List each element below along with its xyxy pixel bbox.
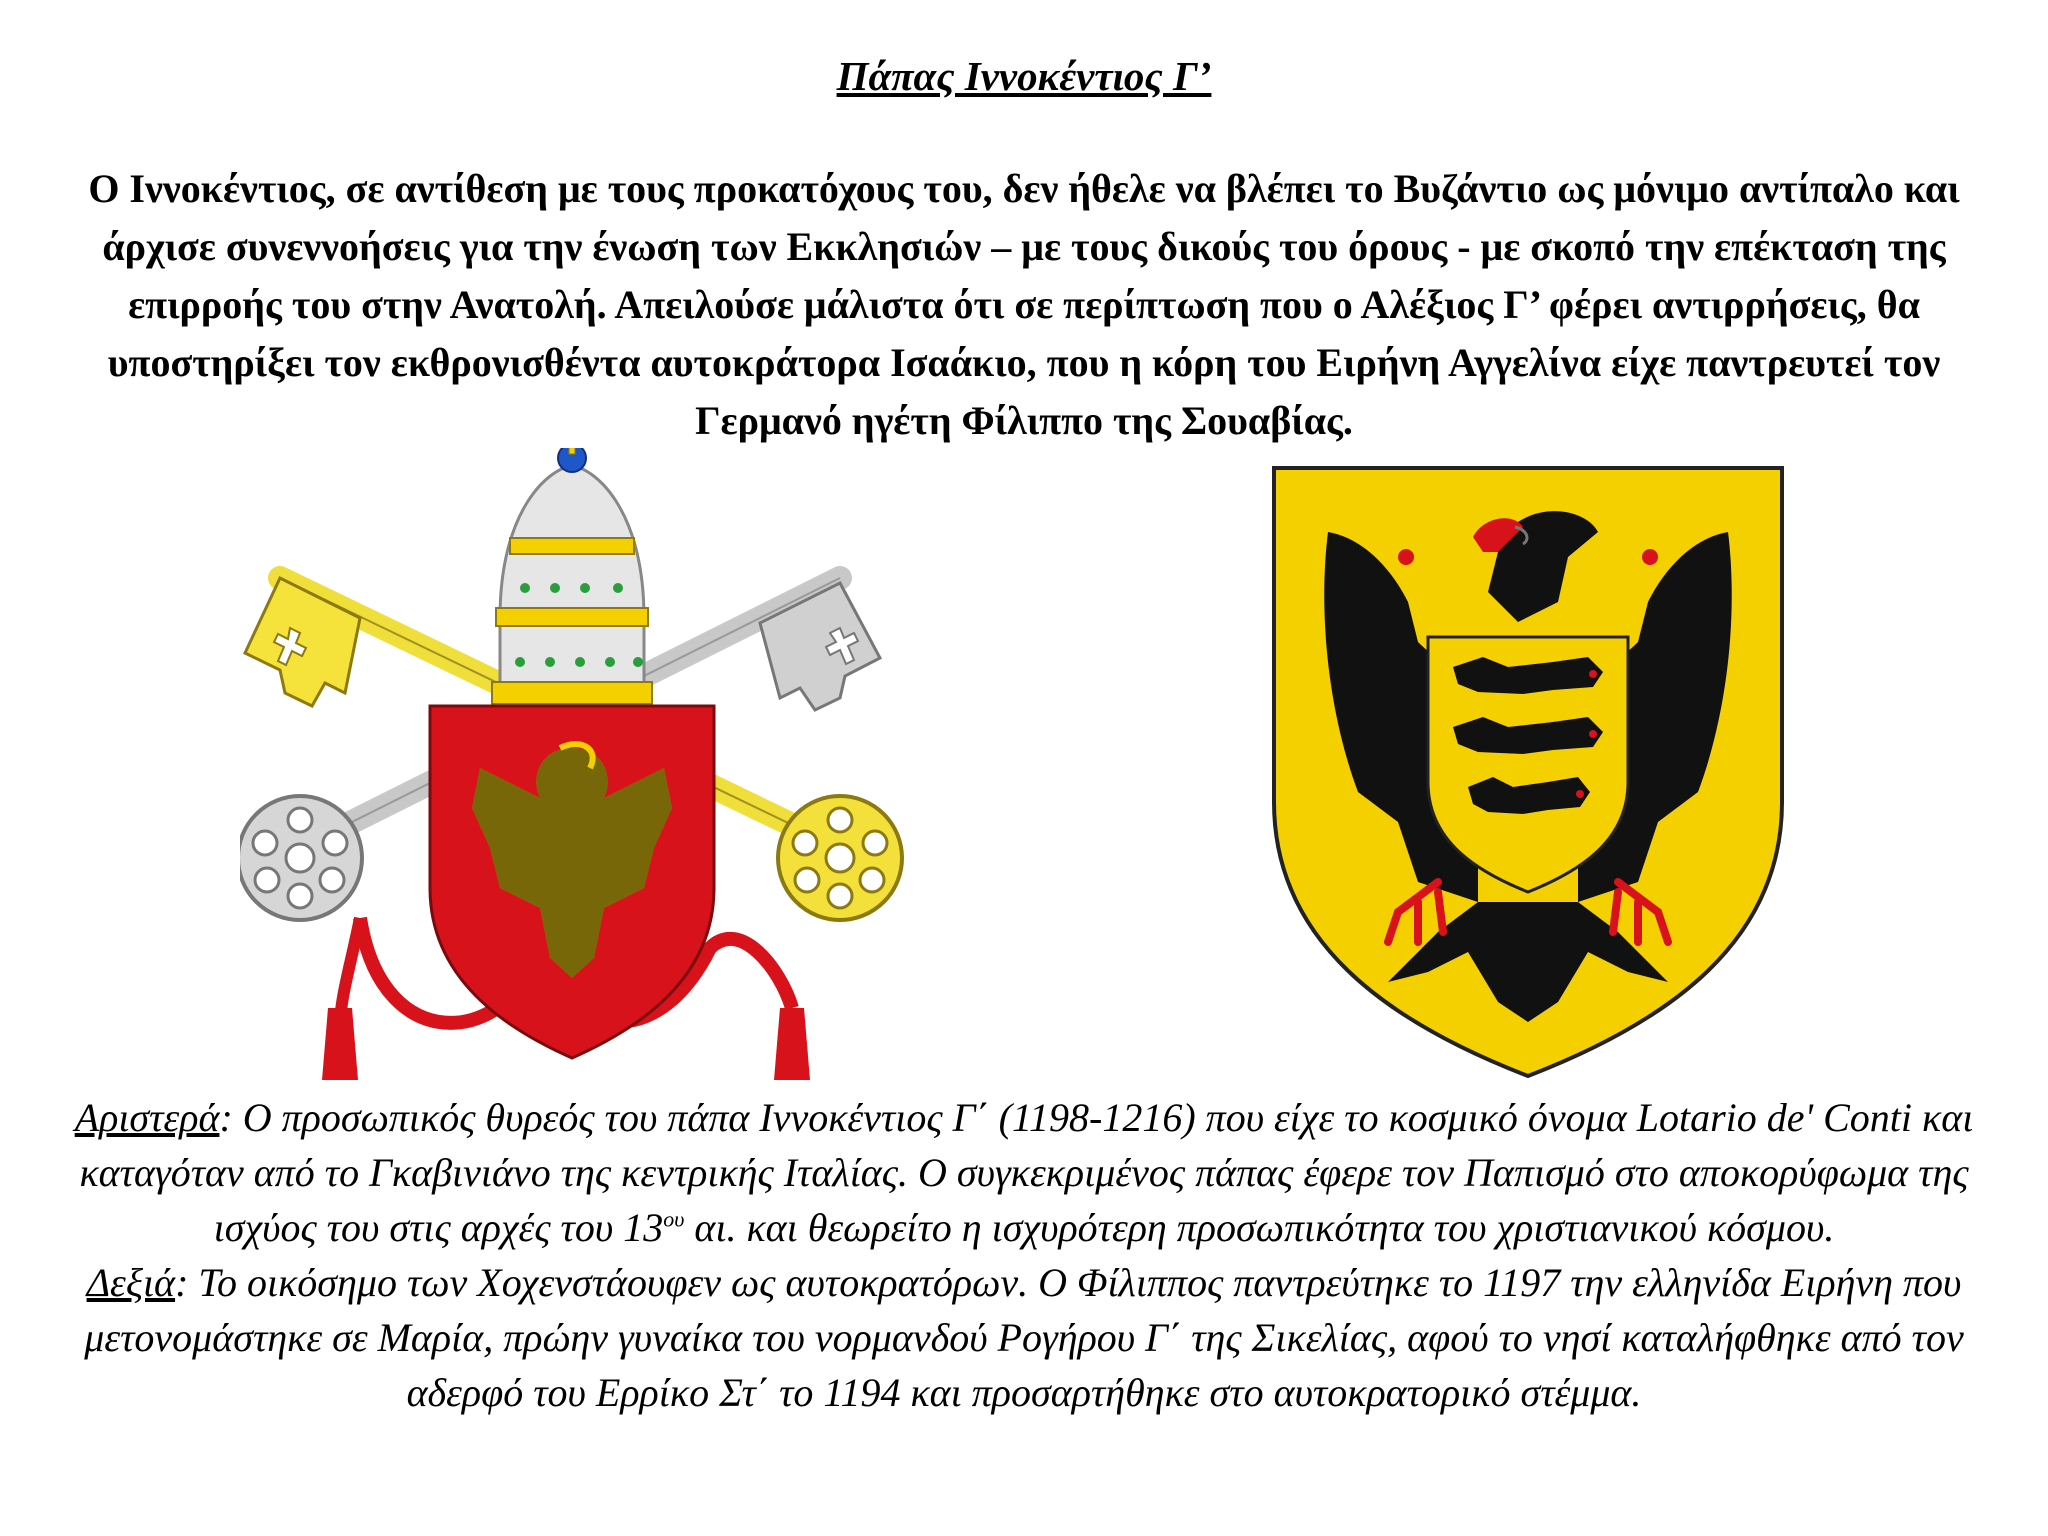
caption-right-label: Δεξιά [86,1260,176,1305]
hohenstaufen-coat-of-arms-icon [1268,462,1788,1082]
caption-right-text: : Το οικόσημο των Χοχενστάουφεν ως αυτοκρατόρων. Ο Φίλιππος παντρεύτηκε το 1197 την ελληνίδα Ειρήνη που μετονομάστηκε σε Μαρία, πρώην γυναίκα του νορμανδού Ρογήρου Γ΄ της Σικελίας, αφού το νησί καταλήφθηκε από τον αδερφό του Ερρίκο Στ΄ το 1194 και προσαρτήθηκε στο αυτοκρατορικό στέμμα. [84,1260,1964,1415]
caption [60,1090,1988,1420]
papal-tiara-icon [492,448,652,706]
caption-left [60,1090,1988,1255]
papal-coat-of-arms-icon [240,448,904,1080]
caption-right [60,1255,1988,1420]
caption-left-text-end: αι. και θεωρείτο η ισχυρότερη προσωπικότητα του χριστιανικού κόσμου. [684,1205,1835,1250]
caption-left-text: : Ο προσωπικός θυρεός του πάπα Ιννοκέντιος Γ΄ (1198-1216) που είχε το κοσμικό όνομα Lotario de' Conti και καταγόταν από το Γκαβινιάνο της κεντρικής Ιταλίας. Ο συγκεκριμένος πάπας έφερε τον Παπισμό στο αποκορύφωμα της ισχύος του στις αρχές του 13 [79,1095,1974,1250]
caption-left-superscript: ου [663,1206,685,1232]
intro-paragraph: Ο Ιννοκέντιος, σε αντίθεση με τους προκατόχους του, δεν ήθελε να βλέπει το Βυζάντιο ως μόνιμο αντίπαλο και άρχισε συνεννοήσεις για την ένωση των Εκκλησιών – με τους δικούς του όρους - με σκοπό την επέκταση της επιρροής του στην Ανατολή. Απειλούσε μάλιστα ότι σε περίπτωση που ο Αλέξιος Γ’ φέρει αντιρρήσεις, θα υποστηρίξει τον εκθρονισθέντα αυτοκράτορα Ισαάκιο, που η κόρη του Ειρήνη Αγγελίνα είχε παντρευτεί τον Γερμανό ηγέτη Φίλιππο της Σουαβίας. [88,166,1960,443]
page-title: Πάπας Ιννοκέντιος Γ’ [836,53,1212,99]
caption-left-label: Αριστερά [74,1095,220,1140]
